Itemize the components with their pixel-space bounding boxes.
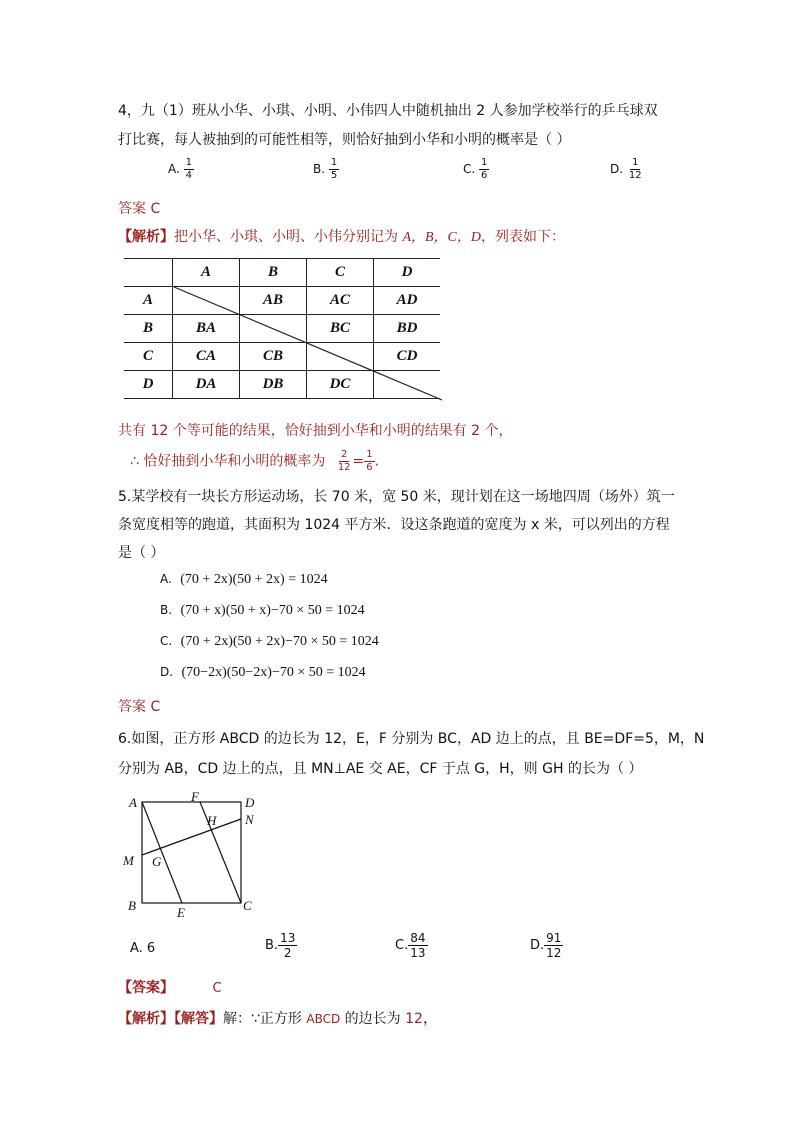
- q5-stem-line2: 条宽度相等的跑道，其面积为 1024 平方米．设这条跑道的宽度为 x 米，可以列出的方程: [118, 517, 670, 533]
- table-cell: BA: [173, 315, 240, 343]
- q6-option-d: [530, 932, 563, 959]
- answer-value: C: [212, 981, 222, 996]
- option-label: C.: [395, 938, 409, 953]
- answer-tag: 【答案】: [118, 980, 174, 996]
- solution-end: ，: [422, 1011, 437, 1027]
- frac-num: 2: [340, 449, 348, 460]
- table-cell: DA: [173, 371, 240, 399]
- solution-tag: 【解析】【解答】: [118, 1011, 223, 1027]
- table-cell: A: [173, 259, 240, 287]
- option-label: A.: [160, 572, 172, 586]
- label-c: C: [243, 898, 252, 913]
- frac-den: 6: [366, 462, 373, 473]
- square-figure: [118, 790, 278, 925]
- table-cell: AB: [240, 287, 307, 315]
- q6-option-a: A. 6: [130, 941, 156, 956]
- q6-stem-line2: 分别为 AB，CD 边上的点，且 MN⊥AE 交 AE，CF 于点 G，H，则 GH 的长为（ ）: [118, 761, 643, 777]
- label-g: G: [152, 854, 162, 869]
- label-n: N: [245, 812, 254, 827]
- option-label: D.: [530, 938, 545, 953]
- option-expression: (70−2x)(50−2x)−70 × 50 = 1024: [181, 665, 366, 680]
- q4-answer: 答案 C: [118, 201, 161, 217]
- q4-stem-line1: 4，九（1）班从小华、小琪、小明、小伟四人中随机抽出 2 人参加学校举行的乒乓球双: [118, 103, 658, 119]
- label-b: B: [128, 898, 136, 913]
- analysis-text: 把小华、小琪、小明、小伟分别记为: [174, 229, 403, 245]
- frac-num: 1: [366, 449, 373, 460]
- frac-num: 13: [280, 931, 296, 945]
- option-label: B.: [313, 162, 326, 176]
- solution-text-b: 的边长为: [340, 1011, 406, 1027]
- option-expression: (70 + 2x)(50 + 2x) = 1024: [180, 572, 328, 587]
- analysis-letters: A，B，C，D: [402, 230, 482, 245]
- table-cell: DB: [240, 371, 307, 399]
- table-cell: BC: [307, 315, 374, 343]
- q6-answer: [118, 977, 222, 997]
- q5-option-b: [160, 602, 365, 619]
- frac-num: 1: [481, 157, 488, 168]
- segment-mn: [142, 819, 241, 855]
- table-cell: B: [240, 259, 307, 287]
- table-cell: AC: [307, 287, 374, 315]
- period: .: [374, 453, 380, 470]
- option-label: A.: [168, 162, 180, 176]
- q5-answer: 答案 C: [118, 699, 161, 715]
- option-label: D.: [160, 665, 174, 679]
- label-e: E: [177, 905, 185, 920]
- solution-length: 12: [405, 1011, 423, 1027]
- frac-den: 6: [481, 170, 488, 181]
- q6-stem-line1: 6.如图，正方形 ABCD 的边长为 12，E，F 分别为 BC，AD 边上的点，且 BE=DF=5，M，N: [118, 731, 705, 747]
- q6-option-c: [395, 932, 428, 959]
- q4-stem-line2: 打比赛，每人被抽到的可能性相等，则恰好抽到小华和小明的概率是（ ）: [118, 132, 571, 148]
- table-cell: CB: [240, 343, 307, 371]
- table-cell: AD: [374, 287, 441, 315]
- analysis-tag: 【解析】: [118, 229, 174, 245]
- q4-option-c: [463, 158, 489, 181]
- frac-den: 13: [410, 946, 426, 960]
- q4-conclusion: [130, 450, 379, 473]
- frac-den: 5: [330, 170, 338, 181]
- frac-den: 12: [337, 462, 351, 473]
- conclusion-prefix: ∴ 恰好抽到小华和小明的概率为: [130, 453, 326, 470]
- option-label: B.: [265, 938, 279, 953]
- table-cell: CA: [173, 343, 240, 371]
- option-label: B.: [160, 603, 173, 617]
- table-cell: C: [307, 259, 374, 287]
- label-a: A: [129, 795, 137, 810]
- q5-stem-line3: 是（ ）: [118, 545, 165, 561]
- label-d: D: [245, 795, 255, 810]
- table-cell: D: [374, 259, 441, 287]
- table-cell: CD: [374, 343, 441, 371]
- option-expression: (70 + 2x)(50 + 2x)−70 × 50 = 1024: [180, 634, 379, 649]
- q6-option-b: [265, 932, 297, 959]
- frac-den: 12: [546, 946, 562, 960]
- table-cell: D: [124, 371, 173, 399]
- analysis-tail: ，列表如下：: [481, 229, 566, 245]
- option-expression: (70 + x)(50 + x)−70 × 50 = 1024: [180, 603, 365, 618]
- q6-solution: [118, 1008, 437, 1028]
- option-label: D.: [610, 162, 624, 176]
- table-cell: DC: [307, 371, 374, 399]
- frac-den: 4: [185, 170, 193, 181]
- option-label: C.: [160, 634, 173, 648]
- q5-option-d: [160, 664, 366, 681]
- frac-num: 1: [330, 157, 338, 168]
- q4-analysis: [118, 226, 565, 246]
- square-abcd: [142, 802, 241, 903]
- q4-result-line: 共有 12 个等可能的结果，恰好抽到小华和小明的结果有 2 个，: [118, 423, 513, 439]
- frac-den: 12: [628, 170, 642, 181]
- q4-option-d: [610, 158, 644, 181]
- frac-num: 1: [185, 157, 193, 168]
- solution-abcd: ABCD: [306, 1012, 341, 1026]
- label-f: F: [191, 790, 199, 804]
- frac-den: 2: [283, 946, 292, 960]
- frac-num: 91: [546, 931, 562, 945]
- q4-option-a: [168, 158, 194, 181]
- option-label: C.: [463, 162, 476, 176]
- table-cell: C: [124, 343, 173, 371]
- table-cell: A: [124, 287, 173, 315]
- table-cell: BD: [374, 315, 441, 343]
- table-cell: B: [124, 315, 173, 343]
- table-diagonal: [124, 258, 442, 402]
- q5-option-a: [160, 571, 328, 588]
- q5-option-c: [160, 633, 379, 650]
- label-m: M: [123, 853, 134, 868]
- solution-text-a: 解：∵正方形: [223, 1011, 307, 1027]
- label-h: H: [207, 813, 217, 828]
- equals-sign: =: [352, 453, 365, 470]
- frac-num: 84: [410, 931, 426, 945]
- frac-num: 1: [632, 157, 639, 168]
- q5-stem-line1: 5.某学校有一块长方形运动场，长 70 米，宽 50 米，现计划在这一场地四周（场外）筑一: [118, 489, 675, 505]
- q4-option-b: [313, 158, 339, 181]
